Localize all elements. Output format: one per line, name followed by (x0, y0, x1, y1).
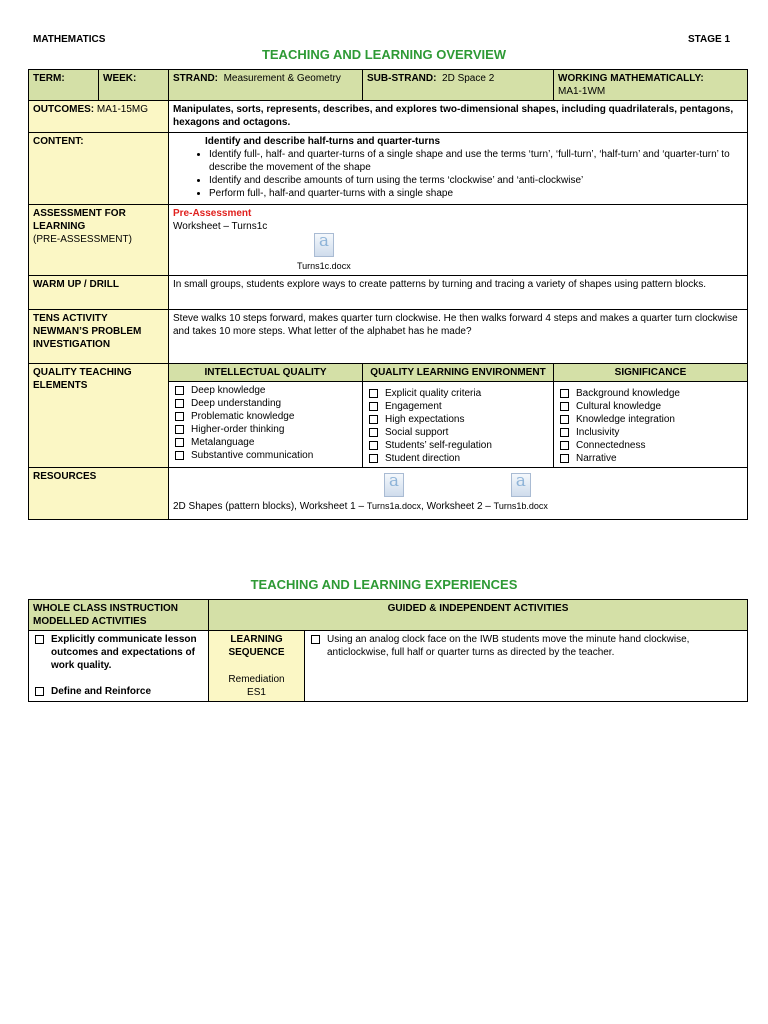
overview-title: TEACHING AND LEARNING OVERVIEW (261, 47, 507, 62)
checkbox-item[interactable] (367, 400, 549, 413)
assessment-cell (29, 205, 169, 276)
sig-title: SIGNIFICANCE (554, 364, 748, 382)
checkbox-icon (35, 635, 44, 644)
resources-cell (169, 468, 748, 520)
subject-label: MATHEMATICS (33, 34, 106, 45)
resources-text-2: , Worksheet 2 – (421, 501, 494, 512)
checkbox-icon (175, 438, 184, 447)
es1-label: ES1 (247, 687, 266, 698)
checkbox-label: Student direction (385, 453, 461, 464)
checkbox-icon (560, 454, 569, 463)
pre-assessment-heading: Pre-Assessment (173, 208, 252, 219)
checkbox-item[interactable] (173, 397, 358, 410)
checkbox-label: Background knowledge (576, 388, 680, 399)
checkbox-item[interactable] (558, 439, 743, 452)
turns1b-filename: Turns1b.docx (493, 501, 548, 511)
checkbox-icon (369, 454, 378, 463)
checkbox-icon (560, 389, 569, 398)
checkbox-label: Narrative (576, 453, 617, 464)
warmup-label: WARM UP / DRILL (29, 276, 169, 310)
guided-label: GUIDED & INDEPENDENT ACTIVITIES (209, 600, 748, 631)
content-label: CONTENT: (29, 133, 169, 205)
warmup-text: In small groups, students explore ways to create patterns by turning and tracing a variety of shapes using pattern blocks. (169, 276, 748, 310)
outcomes-cell (29, 101, 169, 133)
checkbox-icon (35, 687, 44, 696)
substrand-value: 2D Space 2 (442, 73, 495, 84)
checkbox-icon (369, 441, 378, 450)
checkbox-item[interactable] (173, 410, 358, 423)
tens-label: TENS ACTIVITY NEWMAN’S PROBLEM INVESTIGATION (29, 310, 169, 364)
checkbox-icon (175, 386, 184, 395)
substrand-label: SUB-STRAND: (367, 73, 437, 84)
checkbox-label: Using an analog clock face on the IWB students move the minute hand clockwise, anticlockwise, full half or quarter turns as directed by the teacher. (327, 634, 690, 658)
experiences-title: TEACHING AND LEARNING EXPERIENCES (250, 577, 518, 592)
content-list (173, 148, 743, 200)
checkbox-item[interactable] (367, 413, 549, 426)
wm-cell (554, 70, 748, 101)
overview-table (28, 69, 748, 520)
checkbox-item[interactable] (33, 633, 204, 672)
strand-value: Measurement & Geometry (223, 73, 341, 84)
checkbox-label: Cultural knowledge (576, 401, 662, 412)
pre-assessment-cell (169, 205, 748, 276)
checkbox-label: Connectedness (576, 440, 646, 451)
turns1a-attachment[interactable] (367, 473, 421, 513)
checkbox-item[interactable] (367, 439, 549, 452)
remediation-label: Remediation (228, 674, 285, 685)
checkbox-item[interactable] (173, 423, 358, 436)
content-item: • Perform full-, half-and quarter-turns with a single shape (209, 187, 743, 200)
checkbox-item[interactable] (558, 387, 743, 400)
checkbox-icon (369, 389, 378, 398)
checkbox-item[interactable] (173, 436, 358, 449)
content-item: • Identify and describe amounts of turn using the terms ‘clockwise’ and ‘anti-clockwise’ (209, 174, 743, 187)
resources-label: RESOURCES (29, 468, 169, 520)
checkbox-item[interactable] (558, 452, 743, 465)
assessment-label: ASSESSMENT FOR LEARNING (33, 208, 126, 232)
checkbox-item[interactable] (173, 449, 358, 462)
wm-label: WORKING MATHEMATICALLY: (558, 73, 704, 84)
strand-cell (169, 70, 363, 101)
stage-label: STAGE 1 (687, 34, 730, 45)
checkbox-label: Social support (385, 427, 449, 438)
checkbox-label: Knowledge integration (576, 414, 675, 425)
checkbox-icon (369, 402, 378, 411)
checkbox-item[interactable] (558, 413, 743, 426)
checkbox-item[interactable] (33, 685, 204, 698)
turns1b-attachment[interactable] (494, 473, 548, 513)
qle-list (363, 382, 554, 468)
checkbox-label: Problematic knowledge (191, 411, 295, 422)
sig-list (554, 382, 748, 468)
worksheet-text: Worksheet – Turns1c (173, 221, 268, 232)
checkbox-icon (560, 402, 569, 411)
checkbox-label: Substantive communication (191, 450, 314, 461)
wm-value: MA1-1WM (558, 86, 606, 97)
checkbox-icon (175, 451, 184, 460)
checkbox-item[interactable] (558, 426, 743, 439)
activity-cell (305, 631, 748, 702)
checkbox-label: Explicit quality criteria (385, 388, 482, 399)
term-cell (29, 70, 99, 101)
iq-list (169, 382, 363, 468)
turns1c-filename: Turns1c.docx (297, 261, 351, 271)
checkbox-icon (175, 425, 184, 434)
checkbox-label: Explicitly communicate lesson outcomes and expectations of work quality. (51, 634, 197, 671)
checkbox-item[interactable] (173, 384, 358, 397)
whole-class-label: WHOLE CLASS INSTRUCTION MODELLED ACTIVITIES (29, 600, 209, 631)
substrand-cell (363, 70, 554, 101)
checkbox-item[interactable] (309, 633, 743, 659)
strand-label: STRAND: (173, 73, 218, 84)
learning-sequence-label: LEARNING SEQUENCE (228, 634, 285, 658)
checkbox-label: Metalanguage (191, 437, 255, 448)
checkbox-icon (369, 428, 378, 437)
turns1a-filename: Turns1a.docx (366, 501, 422, 511)
word-doc-icon (511, 473, 531, 497)
content-item: • Identify full-, half- and quarter-turns of a single shape and use the terms ‘turn’, ‘full-turn’, ‘half-turn’ and ‘quarter-turn’ to describe the movement of the shape (209, 148, 743, 174)
whole-class-cell (29, 631, 209, 702)
qle-title: QUALITY LEARNING ENVIRONMENT (363, 364, 554, 382)
checkbox-icon (560, 441, 569, 450)
checkbox-label: Deep knowledge (191, 385, 266, 396)
checkbox-item[interactable] (367, 452, 549, 465)
checkbox-label: Engagement (385, 401, 442, 412)
checkbox-icon (175, 412, 184, 421)
outcomes-label: OUTCOMES: (33, 104, 95, 115)
turns1c-attachment[interactable] (297, 233, 351, 273)
checkbox-item[interactable] (367, 426, 549, 439)
checkbox-label: Define and Reinforce (51, 686, 152, 697)
checkbox-icon (369, 415, 378, 424)
outcomes-text: Manipulates, sorts, represents, describes, and explores two-dimensional shapes, including quadrilaterals, pentagons, hexagons and octagons. (169, 101, 748, 133)
checkbox-label: Higher-order thinking (191, 424, 285, 435)
checkbox-item[interactable] (367, 387, 549, 400)
checkbox-label: Students’ self-regulation (385, 440, 492, 451)
checkbox-icon (311, 635, 320, 644)
resources-text-1: 2D Shapes (pattern blocks), Worksheet 1 – (173, 501, 367, 512)
word-doc-icon (314, 233, 334, 257)
iq-title: INTELLECTUAL QUALITY (169, 364, 363, 382)
content-cell (169, 133, 748, 205)
checkbox-label: Inclusivity (576, 427, 620, 438)
week-cell (99, 70, 169, 101)
sequence-cell (209, 631, 305, 702)
term-label: TERM: (33, 73, 65, 84)
tens-text: Steve walks 10 steps forward, makes quarter turn clockwise. He then walks forward 4 steps and makes a quarter turn clockwise and takes 10 more steps. What letter of the alphabet has he made? (169, 310, 748, 364)
word-doc-icon (384, 473, 404, 497)
week-label: WEEK: (103, 73, 137, 84)
checkbox-label: High expectations (385, 414, 465, 425)
qte-label: QUALITY TEACHING ELEMENTS (29, 364, 169, 468)
checkbox-icon (560, 428, 569, 437)
checkbox-label: Deep understanding (191, 398, 282, 409)
checkbox-item[interactable] (558, 400, 743, 413)
experiences-table (28, 599, 748, 702)
outcomes-code: MA1-15MG (96, 104, 149, 115)
assessment-sub: (PRE-ASSESSMENT) (33, 234, 132, 245)
checkbox-icon (175, 399, 184, 408)
content-heading: Identify and describe half-turns and quarter-turns (205, 136, 441, 147)
checkbox-icon (560, 415, 569, 424)
